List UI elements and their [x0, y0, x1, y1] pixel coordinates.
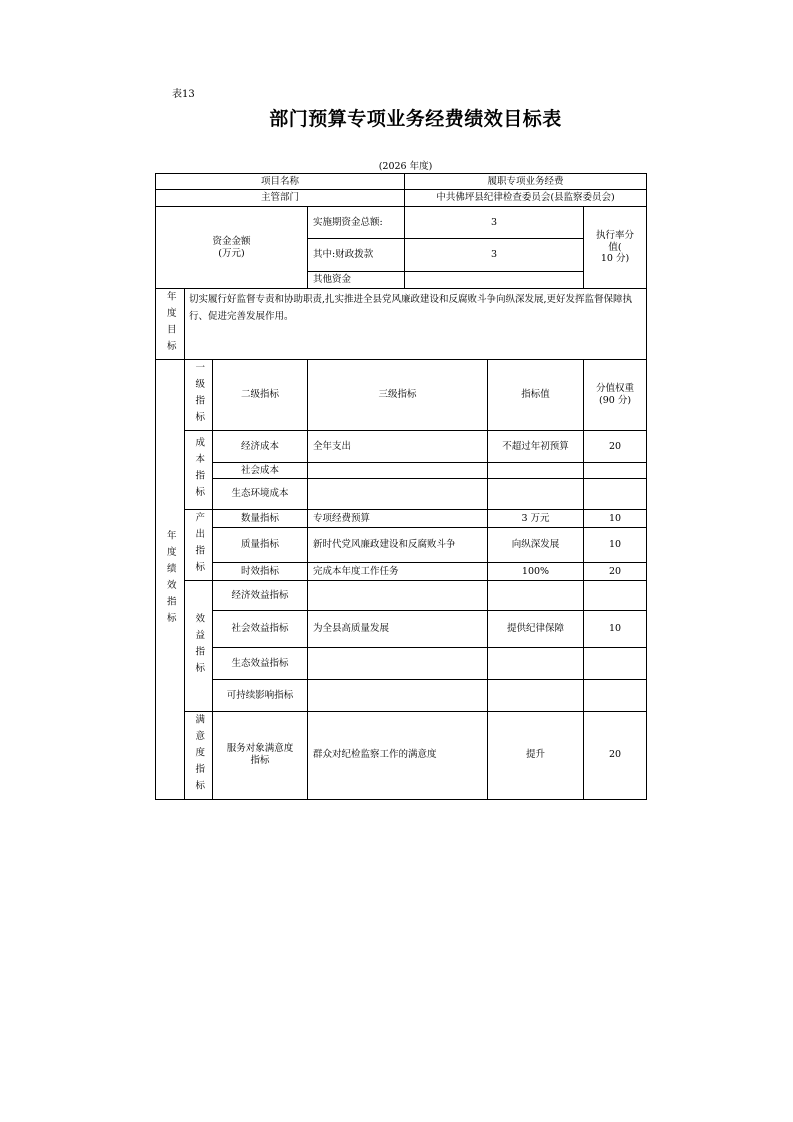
- weight-cell: 10: [584, 510, 647, 528]
- level2-cell: 经济成本: [213, 431, 308, 463]
- header-level1: 一级指标: [185, 360, 213, 431]
- level3-cell: [308, 463, 488, 479]
- annual-goal-row: [156, 289, 647, 360]
- group-satisfaction: 满意度指标: [185, 712, 213, 800]
- indicator-header-row: [156, 360, 647, 431]
- weight-cell: 20: [584, 562, 647, 580]
- department-row: [156, 190, 647, 207]
- value-cell: 向纵深发展: [488, 528, 584, 563]
- header-value: 指标值: [488, 360, 584, 431]
- weight-cell: 20: [584, 431, 647, 463]
- header-weight: 分值权重 (90 分): [584, 360, 647, 431]
- fiscal-year: (2026 年度): [378, 161, 433, 172]
- project-name-label: 项目名称: [156, 174, 405, 190]
- weight-cell: 10: [584, 528, 647, 563]
- fiscal-funds-label: 其中:财政拨款: [308, 239, 405, 272]
- level2-cell: 生态效益指标: [213, 648, 308, 680]
- funds-total-row: [156, 207, 647, 239]
- project-name-value: 履职专项业务经费: [405, 174, 647, 190]
- table-row: [156, 611, 647, 648]
- level2-cell: 生态环境成本: [213, 479, 308, 510]
- level2-cell: 经济效益指标: [213, 581, 308, 611]
- annual-goal-label: 年度目标: [156, 289, 185, 360]
- table-row: [156, 463, 647, 479]
- weight-cell: 20: [584, 712, 647, 800]
- value-cell: 3 万元: [488, 510, 584, 528]
- value-cell: 不超过年初预算: [488, 431, 584, 463]
- project-name-row: [156, 174, 647, 190]
- weight-cell: [584, 648, 647, 680]
- weight-cell: 10: [584, 611, 647, 648]
- weight-cell: [584, 581, 647, 611]
- execution-rate-label: 执行率分 值( 10 分): [584, 207, 647, 289]
- table-row: [156, 648, 647, 680]
- annual-goal-text: 切实履行好监督专责和协助职责,扎实推进全县党风廉政建设和反腐败斗争向纵深发展,更好发挥监督保障执行、促进完善发展作用。: [185, 289, 647, 360]
- table-row: [156, 581, 647, 611]
- fiscal-funds-value: 3: [405, 239, 584, 272]
- level2-cell: 服务对象满意度 指标: [213, 712, 308, 800]
- total-funds-label: 实施期资金总额:: [308, 207, 405, 239]
- level3-cell: [308, 581, 488, 611]
- group-benefit: 效益指标: [185, 581, 213, 712]
- table-row: [156, 712, 647, 800]
- level3-cell: 专项经费预算: [308, 510, 488, 528]
- value-cell: [488, 479, 584, 510]
- level2-cell: 可持续影响指标: [213, 680, 308, 712]
- level2-cell: 社会效益指标: [213, 611, 308, 648]
- level3-cell: 完成本年度工作任务: [308, 562, 488, 580]
- level3-cell: 群众对纪检监察工作的满意度: [308, 712, 488, 800]
- level2-cell: 社会成本: [213, 463, 308, 479]
- department-value: 中共佛坪县纪律检查委员会(县监察委员会): [405, 190, 647, 207]
- header-level2: 二级指标: [213, 360, 308, 431]
- value-cell: [488, 648, 584, 680]
- total-funds-value: 3: [405, 207, 584, 239]
- department-label: 主管部门: [156, 190, 405, 207]
- value-cell: [488, 463, 584, 479]
- weight-cell: [584, 463, 647, 479]
- value-cell: 100%: [488, 562, 584, 580]
- level2-cell: 数量指标: [213, 510, 308, 528]
- level3-cell: 为全县高质量发展: [308, 611, 488, 648]
- table-row: [156, 562, 647, 580]
- table-number: 表13: [172, 89, 195, 100]
- other-funds-label: 其他资金: [308, 272, 405, 289]
- level3-cell: [308, 680, 488, 712]
- other-funds-value: [405, 272, 584, 289]
- value-cell: 提升: [488, 712, 584, 800]
- value-cell: [488, 581, 584, 611]
- level3-cell: [308, 648, 488, 680]
- group-cost: 成本指标: [185, 431, 213, 510]
- table-row: [156, 479, 647, 510]
- level3-cell: 新时代党风廉政建设和反腐败斗争: [308, 528, 488, 563]
- level3-cell: 全年支出: [308, 431, 488, 463]
- indicators-label: 年度绩效指标: [156, 360, 185, 800]
- performance-target-table: [155, 173, 647, 800]
- header-level3: 三级指标: [308, 360, 488, 431]
- page-title: 部门预算专项业务经费绩效目标表: [269, 108, 562, 130]
- value-cell: [488, 680, 584, 712]
- value-cell: 提供纪律保障: [488, 611, 584, 648]
- weight-cell: [584, 479, 647, 510]
- table-row: [156, 510, 647, 528]
- table-row: [156, 431, 647, 463]
- group-output: 产出指标: [185, 510, 213, 581]
- level3-cell: [308, 479, 488, 510]
- level2-cell: 时效指标: [213, 562, 308, 580]
- funds-label: 资金金额 (万元): [156, 207, 308, 289]
- level2-cell: 质量指标: [213, 528, 308, 563]
- table-row: [156, 528, 647, 563]
- table-row: [156, 680, 647, 712]
- weight-cell: [584, 680, 647, 712]
